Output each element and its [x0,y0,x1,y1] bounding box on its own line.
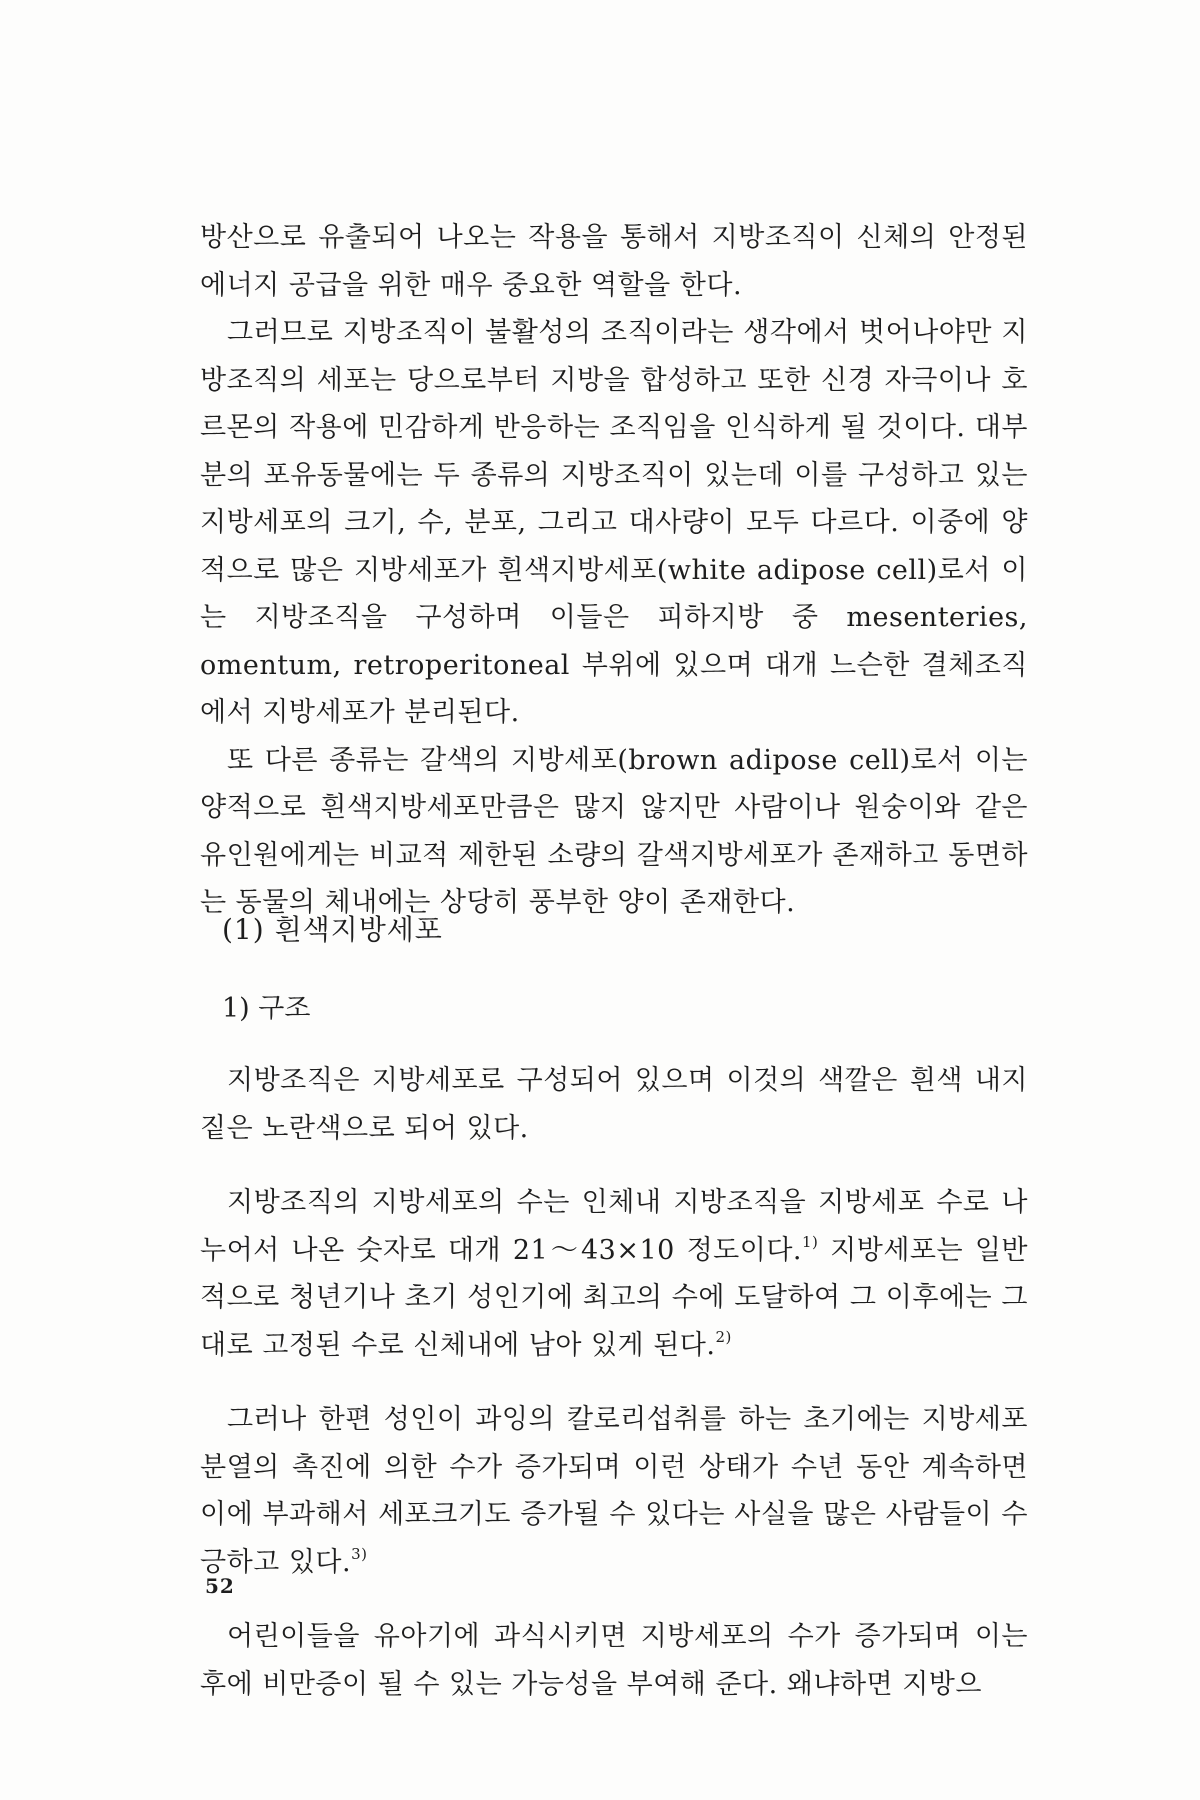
footnote-ref-1: 1) [802,1232,819,1251]
paragraph-6 [200,1396,1028,1586]
paragraph-4-text: 지방조직은 지방세포로 구성되어 있으며 이것의 색깔은 흰색 내지 짙은 노란색으로 되어 있다. [200,1065,1028,1144]
body-text-top [200,214,1028,927]
paragraph-5-text: 지방조직의 지방세포의 수는 인체내 지방조직을 지방세포 수로 나누어서 나온 숫자로 대개 21～43×10 정도이다. [200,1187,1028,1266]
paragraph-2: 그러므로 지방조직이 불활성의 조직이라는 생각에서 벗어나야만 지방조직의 세포는 당으로부터 지방을 합성하고 또한 신경 자극이나 호르몬의 작용에 민감하게 반응하는 조직임을 인식하게 될 것이다. 대부분의 포유동물에는 두 종류의 지방조직이 있는데 이를 구성하고 있는 지방세포의 크기, 수, 분포, 그리고 대사량이 모두 다르다. 이중에 양적으로 많은 지방세포가 흰색지방세포(white adipose cell)로서 이는 지방조직을 구성하며 이들은 피하지방 중 mesenteries, omentum, retroperitoneal 부위에 있으며 대개 느슨한 결체조직에서 지방세포가 분리된다. [200,317,1028,728]
paragraph-7-text: 어린이들을 유아기에 과식시키면 지방세포의 수가 증가되며 이는 후에 비만증이 될 수 있는 가능성을 부여해 준다. 왜냐하면 지방으 [200,1621,1028,1700]
paragraph-5 [200,1179,1028,1369]
page-number: 52 [205,1574,235,1598]
paragraph-5-tail: 지방세포는 일반적으로 청년기나 초기 성인기에 최고의 수에 도달하여 그 이후에는 그대로 고정된 수로 신체내에 남아 있게 된다. [200,1234,1028,1361]
footnote-ref-2: 2) [715,1327,732,1346]
paragraph-1: 방산으로 유출되어 나오는 작용을 통해서 지방조직이 신체의 안정된 에너지 공급을 위한 매우 중요한 역할을 한다. [200,222,1028,301]
footnote-ref-3: 3) [351,1544,368,1563]
body-text-bottom [200,1030,1028,1735]
paragraph-3: 또 다른 종류는 갈색의 지방세포(brown adipose cell)로서 이는 양적으로 흰색지방세포만큼은 많지 않지만 사람이나 원숭이와 같은 유인원에게는 비교적 제한된 소량의 갈색지방세포가 존재하고 동면하는 동물의 체내에는 상당히 풍부한 양이 존재한다. [200,744,1028,918]
section-title: (1) 흰색지방세포 [222,913,443,946]
subsection-title: 1) 구조 [222,993,311,1024]
paragraph-4 [200,1057,1028,1152]
paragraph-7 [200,1613,1028,1708]
paragraph-6-text: 그러나 한편 성인이 과잉의 칼로리섭취를 하는 초기에는 지방세포분열의 촉진에 의한 수가 증가되며 이런 상태가 수년 동안 계속하면 이에 부과해서 세포크기도 증가될 수 있다는 사실을 많은 사람들이 수긍하고 있다. [200,1404,1028,1578]
